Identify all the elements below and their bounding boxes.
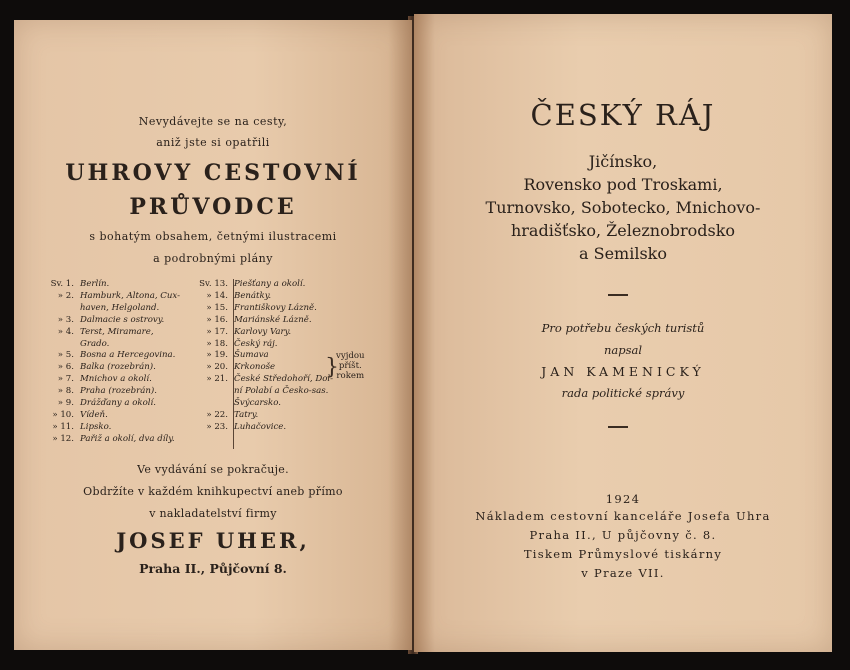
publication-year: 1924: [605, 492, 641, 506]
volume-list-row: [44, 362, 180, 374]
brace-note-line-1: vyjdou: [336, 351, 365, 361]
volume-title: Tatry.: [234, 409, 259, 420]
volume-list-row: [44, 327, 180, 339]
volume-title: Pařiž a okolí, dva díly.: [80, 433, 175, 444]
subtitle-line: a Semilsko: [579, 244, 667, 263]
volume-number: » 12.: [52, 433, 74, 444]
purpose-line: Pro potřebu českých turistů: [541, 321, 705, 335]
volume-title: Benátky.: [234, 290, 272, 301]
volume-title: Grado.: [80, 338, 110, 349]
volume-number: » 4.: [57, 326, 74, 337]
volume-number: » 22.: [206, 409, 228, 420]
wrote-line: napsal: [603, 343, 643, 357]
volume-list-row: [198, 422, 333, 434]
volume-title: Hamburk, Altona, Cux-: [80, 290, 180, 301]
volume-title: Český ráj.: [234, 338, 278, 349]
obtain-line-1: Obdržíte v každém knihkupectví aneb přímo: [83, 485, 343, 498]
volume-title: Vídeň.: [80, 409, 108, 420]
volume-title: haven, Helgoland.: [80, 302, 160, 313]
volume-title: Švýcarsko.: [234, 398, 282, 409]
volume-title: Bosna a Hercegovina.: [80, 350, 176, 361]
volume-title: Františkovy Lázně.: [234, 302, 317, 313]
volume-title: Luhačovice.: [234, 421, 287, 432]
volume-list-row: [44, 374, 180, 386]
volume-number: » 8.: [57, 386, 74, 397]
subtitle-line: hradišťsko, Železnobrodsko: [510, 221, 736, 240]
volume-title: Balka (rozebrán).: [80, 362, 156, 373]
volume-title: Karlovy Vary.: [234, 326, 292, 337]
description-line-2: a podrobnými plány: [153, 252, 273, 265]
volume-number: » 17.: [206, 326, 228, 337]
volume-number: » 18.: [206, 338, 228, 349]
subtitle-line: Jičínsko,: [588, 152, 658, 171]
brace-mark: }: [325, 355, 339, 380]
volume-title: Berlín.: [80, 279, 110, 289]
volume-list-column-1: [44, 279, 180, 446]
volume-number: » 23.: [206, 421, 228, 432]
volume-list-row: [44, 386, 180, 398]
volume-list-row: [198, 315, 333, 327]
volume-number: Sv. 13.: [199, 279, 228, 289]
volume-title: ní Polabí a Česko-sas.: [234, 386, 329, 397]
intro-line-2: aniž jste si opatřili: [156, 136, 270, 149]
volume-list-row: [198, 398, 333, 410]
volume-title: Drážďany a okolí.: [80, 398, 157, 409]
description-line-1: s bohatým obsahem, četnými ilustracemi: [89, 230, 337, 243]
volume-list-row: [198, 327, 333, 339]
volume-number: » 15.: [206, 302, 228, 313]
volume-list-row: [44, 398, 180, 410]
brace-note: [336, 351, 365, 381]
volume-list-row: [44, 279, 180, 291]
subtitle-line: Rovensko pod Troskami,: [523, 175, 723, 194]
series-title-2: PRŮVODCE: [129, 194, 297, 220]
imprint-line-2: Praha II., U půjčovny č. 8.: [529, 528, 717, 542]
volume-number: » 5.: [57, 350, 74, 361]
subtitle-line: Turnovsko, Sobotecko, Mnichovo-: [485, 198, 761, 217]
volume-title: Mariánské Lázně.: [234, 314, 312, 325]
volume-list-row: [44, 291, 180, 303]
imprint-line-1: Nákladem cestovní kanceláře Josefa Uhra: [475, 509, 771, 523]
volume-title: Piešťany a okolí.: [234, 279, 306, 289]
volume-list-row: [44, 410, 180, 422]
obtain-line-2: v nakladatelství firmy: [149, 507, 277, 520]
volume-number: » 3.: [57, 314, 74, 325]
author-name: JAN KAMENICKÝ: [541, 364, 705, 379]
volume-list-row: [198, 291, 333, 303]
volume-number: » 19.: [206, 350, 228, 361]
author-title: rada politické správy: [561, 386, 685, 400]
volume-title: Krkonoše: [234, 362, 276, 373]
volume-title: Praha (rozebrán).: [80, 386, 158, 397]
continuing-note: Ve vydávání se pokračuje.: [137, 463, 289, 476]
volume-list-row: [198, 350, 333, 362]
volume-list-row: [44, 315, 180, 327]
brace-note-line-2: příšt.: [338, 361, 362, 371]
volume-list-row: [198, 362, 333, 374]
publisher-address: Praha II., Půjčovní 8.: [139, 561, 287, 576]
volume-number: » 11.: [52, 421, 74, 432]
imprint-line-3: Tiskem Průmyslové tiskárny: [523, 547, 723, 561]
volume-title: Lipsko.: [80, 421, 112, 432]
brace-note-line-3: rokem: [336, 371, 365, 381]
volume-list-row: [198, 386, 333, 398]
volume-number: » 21.: [206, 374, 228, 385]
volume-list-row: [44, 303, 180, 315]
volume-number: » 2.: [57, 290, 74, 301]
volume-title: Šumava: [234, 350, 269, 361]
volume-title: Dalmacie s ostrovy.: [80, 314, 165, 325]
volume-number: » 20.: [206, 362, 228, 373]
volume-list-row: [198, 410, 333, 422]
volume-list-row: [44, 434, 180, 446]
right-page: [414, 14, 832, 652]
volume-number: » 10.: [52, 409, 74, 420]
intro-line-1: Nevydávejte se na cesty,: [138, 115, 288, 128]
volume-list-column-2: [198, 279, 333, 434]
book-subtitle: [414, 150, 832, 265]
volume-title: Mnichov a okolí.: [80, 374, 152, 385]
series-title-1: UHROVY CESTOVNÍ: [65, 160, 361, 186]
volume-title: Terst, Miramare,: [80, 326, 154, 337]
left-page: [14, 20, 412, 650]
imprint-line-4: v Praze VII.: [581, 566, 665, 580]
book-title: ČESKÝ RÁJ: [530, 98, 716, 132]
separator-dash-2: [608, 426, 628, 428]
volume-number: » 6.: [57, 362, 74, 373]
volume-list-row: [198, 303, 333, 315]
volume-list-row: [44, 339, 180, 351]
volume-list-row: [44, 422, 180, 434]
volume-number: » 9.: [57, 398, 74, 409]
volume-list-row: [198, 374, 333, 386]
publisher-name: JOSEF UHER,: [116, 528, 310, 553]
volume-list-row: [198, 339, 333, 351]
volume-list-row: [198, 279, 333, 291]
volume-list-row: [44, 350, 180, 362]
volume-title: České Středohoří, Dol-: [234, 374, 334, 385]
volume-number: » 14.: [206, 290, 228, 301]
volume-number: Sv. 1.: [50, 279, 74, 289]
volume-number: » 16.: [206, 314, 228, 325]
volume-number: » 7.: [57, 374, 74, 385]
separator-dash-1: [608, 294, 628, 296]
